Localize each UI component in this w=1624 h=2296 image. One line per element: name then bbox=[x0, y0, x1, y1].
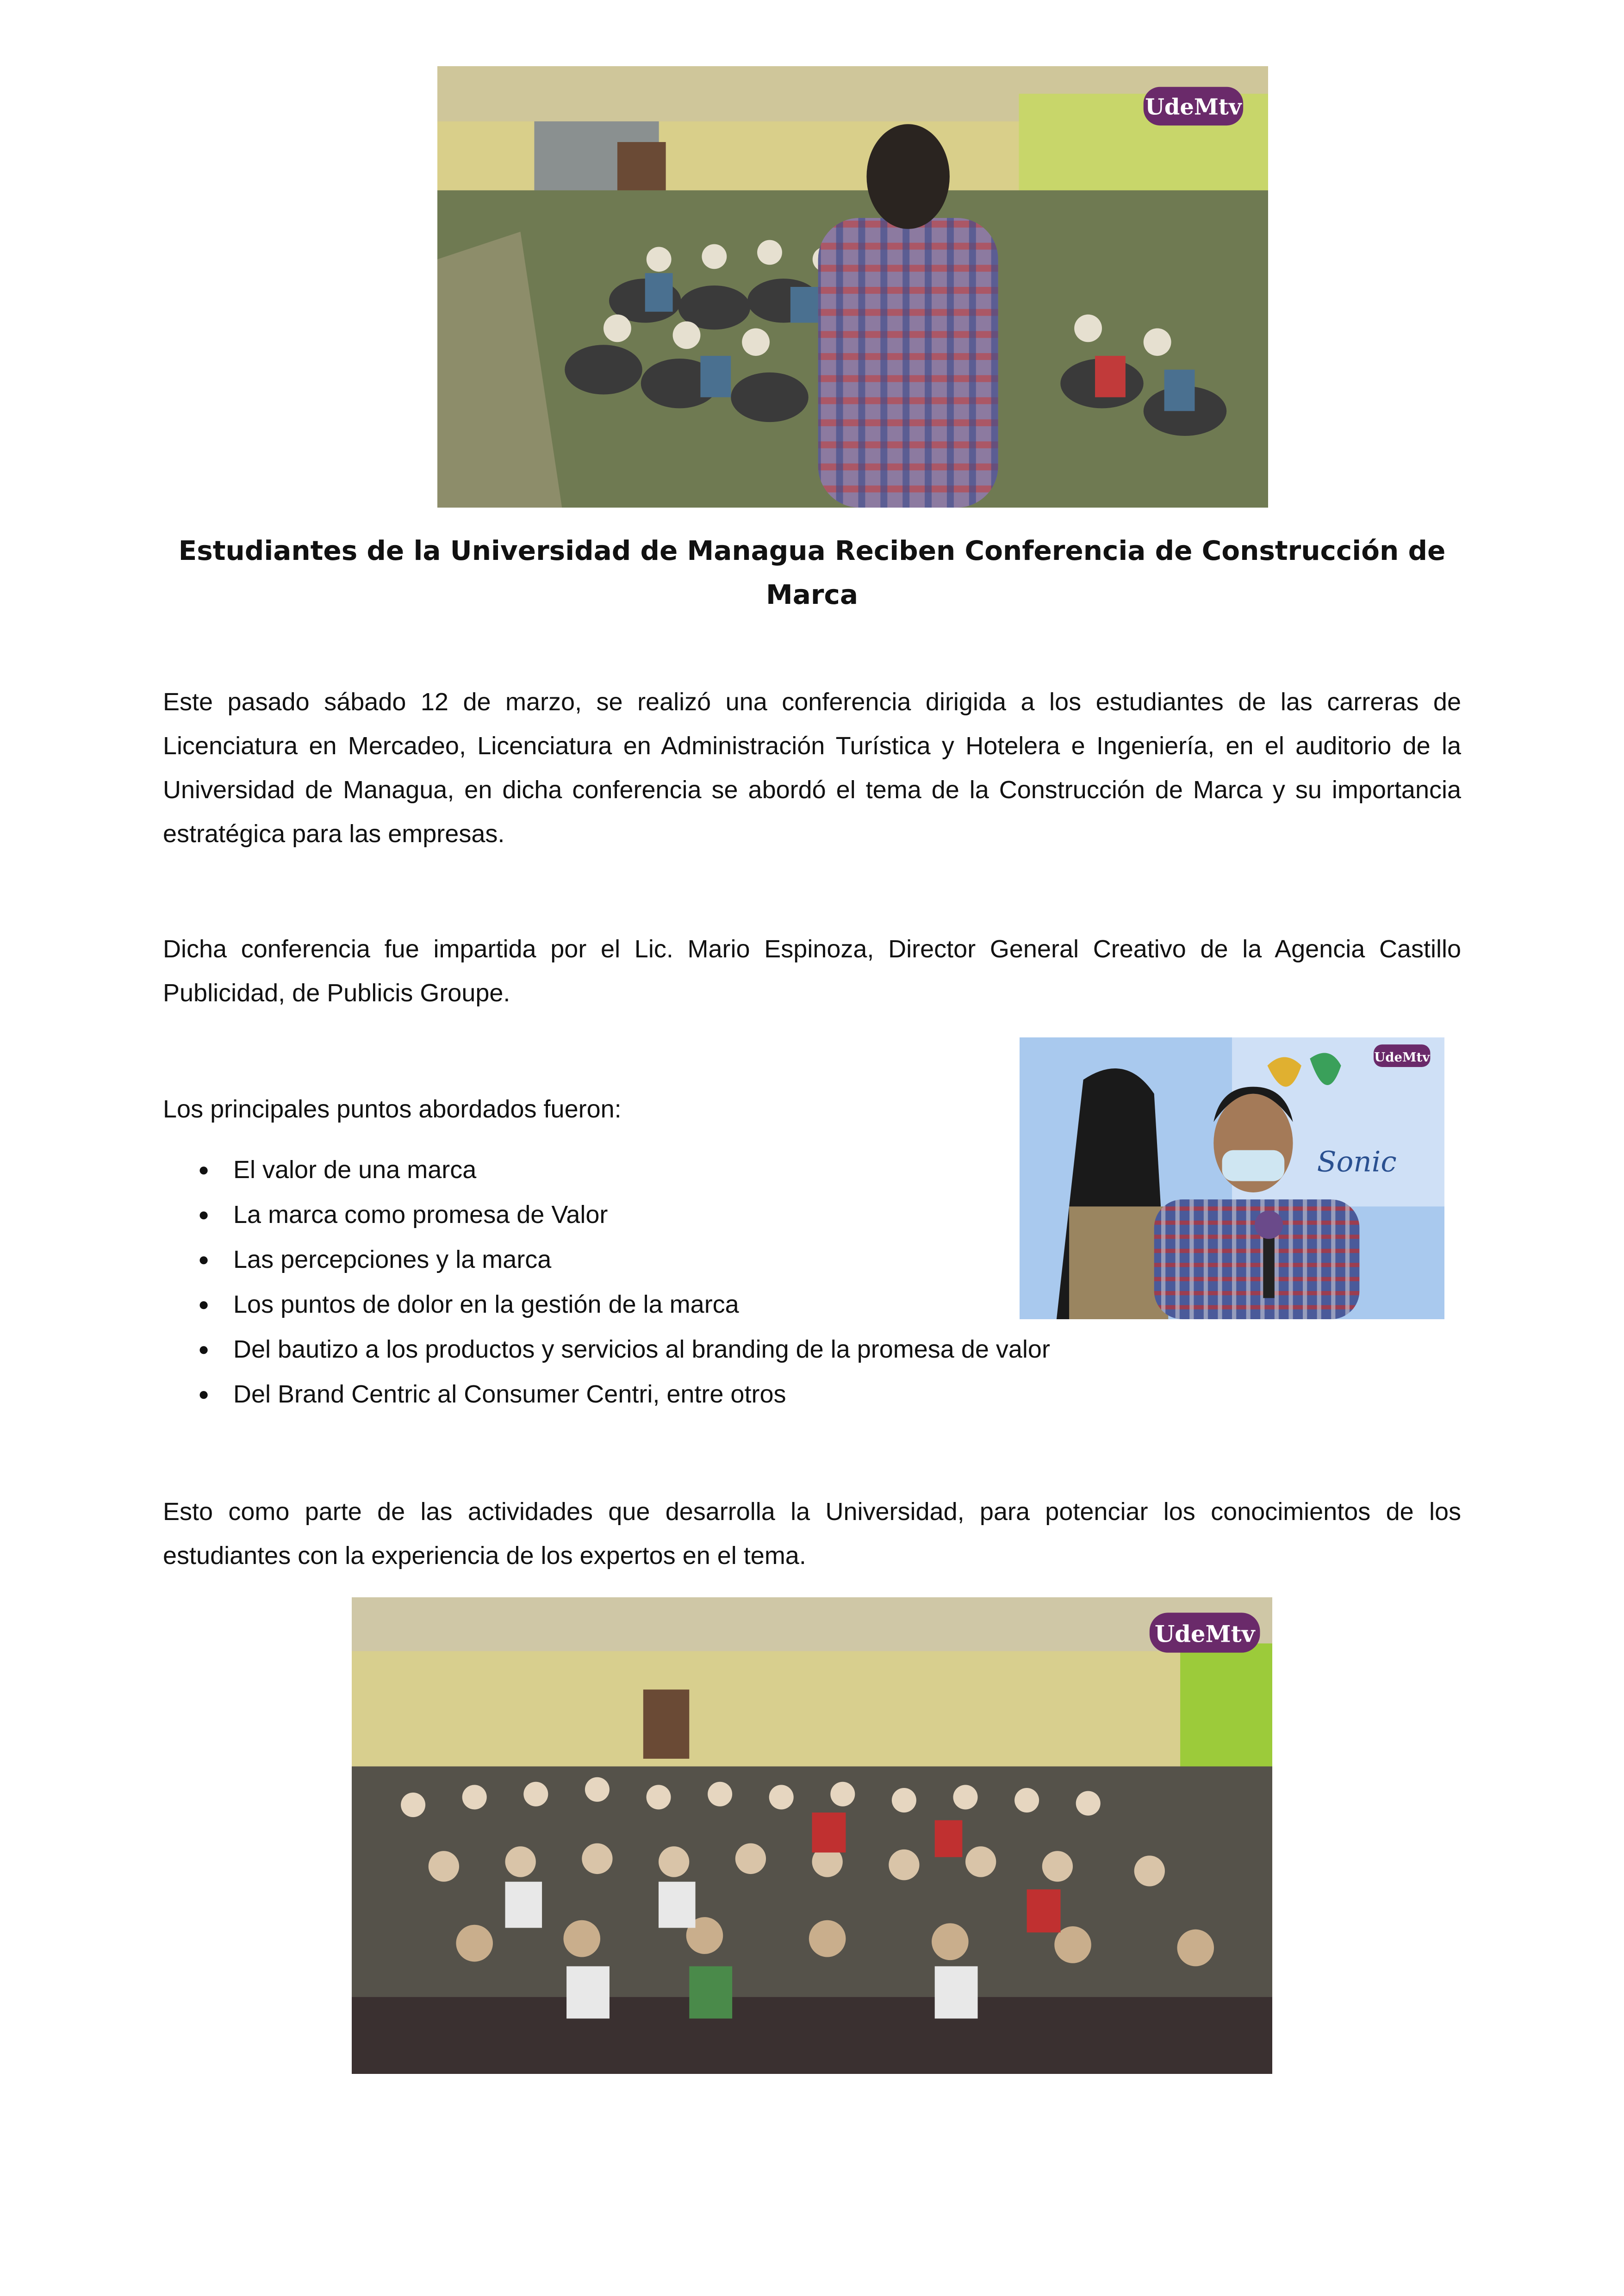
bullet-icon: ● bbox=[198, 1249, 210, 1270]
list-item: ● Del Brand Centric al Consumer Centri, entre otros bbox=[163, 1372, 1274, 1417]
list-item: ● Del bautizo a los productos y servicios al branding de la promesa de valor bbox=[163, 1327, 1274, 1372]
bullet-icon: ● bbox=[198, 1294, 210, 1315]
article-paragraph: Este pasado sábado 12 de marzo, se realizó una conferencia dirigida a los estudiantes de las carreras de Licenciatura en Mercadeo, Licenciatura en Administración Turística y Hotelera e Ingeniería, en el auditorio de la Universidad de Managua, en dicha conferencia se abordó el tema de la Construcción de Marca y su importancia estratégica para las empresas. bbox=[163, 688, 1461, 848]
list-item: ● La marca como promesa de Valor bbox=[163, 1192, 1274, 1237]
auditorium-audience-photo-icon bbox=[352, 1597, 1272, 2074]
list-item: ● Los puntos de dolor en la gestión de la marca bbox=[163, 1282, 1274, 1327]
sign-text: Sonic bbox=[1317, 1145, 1397, 1179]
photo-logo: UdeMtv bbox=[1374, 1049, 1430, 1065]
top-photo bbox=[437, 66, 1268, 508]
bullet-icon: ● bbox=[198, 1204, 210, 1225]
photo-logo: UdeMtv bbox=[1145, 94, 1242, 120]
bullet-icon: ● bbox=[198, 1384, 210, 1404]
list-item: ● Las percepciones y la marca bbox=[163, 1237, 1274, 1282]
photo-logo: UdeMtv bbox=[1154, 1620, 1255, 1648]
article-title: Estudiantes de la Universidad de Managua Reciben Conferencia de Construcción de Marca bbox=[178, 535, 1446, 610]
auditorium-speaker-photo-icon bbox=[437, 66, 1268, 508]
list-item: ● El valor de una marca bbox=[163, 1148, 1274, 1192]
article-paragraph: Esto como parte de las actividades que desarrolla la Universidad, para potenciar los conocimientos de los estudiantes con la experiencia de los expertos en el tema. bbox=[163, 1498, 1461, 1570]
article-paragraph: Dicha conferencia fue impartida por el Lic. Mario Espinoza, Director General Creativo de la Agencia Castillo Publicidad, de Publicis Groupe. bbox=[163, 935, 1461, 1007]
bullet-icon: ● bbox=[198, 1160, 210, 1180]
bullet-icon: ● bbox=[198, 1339, 210, 1359]
points-list bbox=[163, 1148, 1274, 1417]
bottom-photo bbox=[352, 1597, 1272, 2074]
points-intro: Los principales puntos abordados fueron: bbox=[163, 1095, 622, 1123]
